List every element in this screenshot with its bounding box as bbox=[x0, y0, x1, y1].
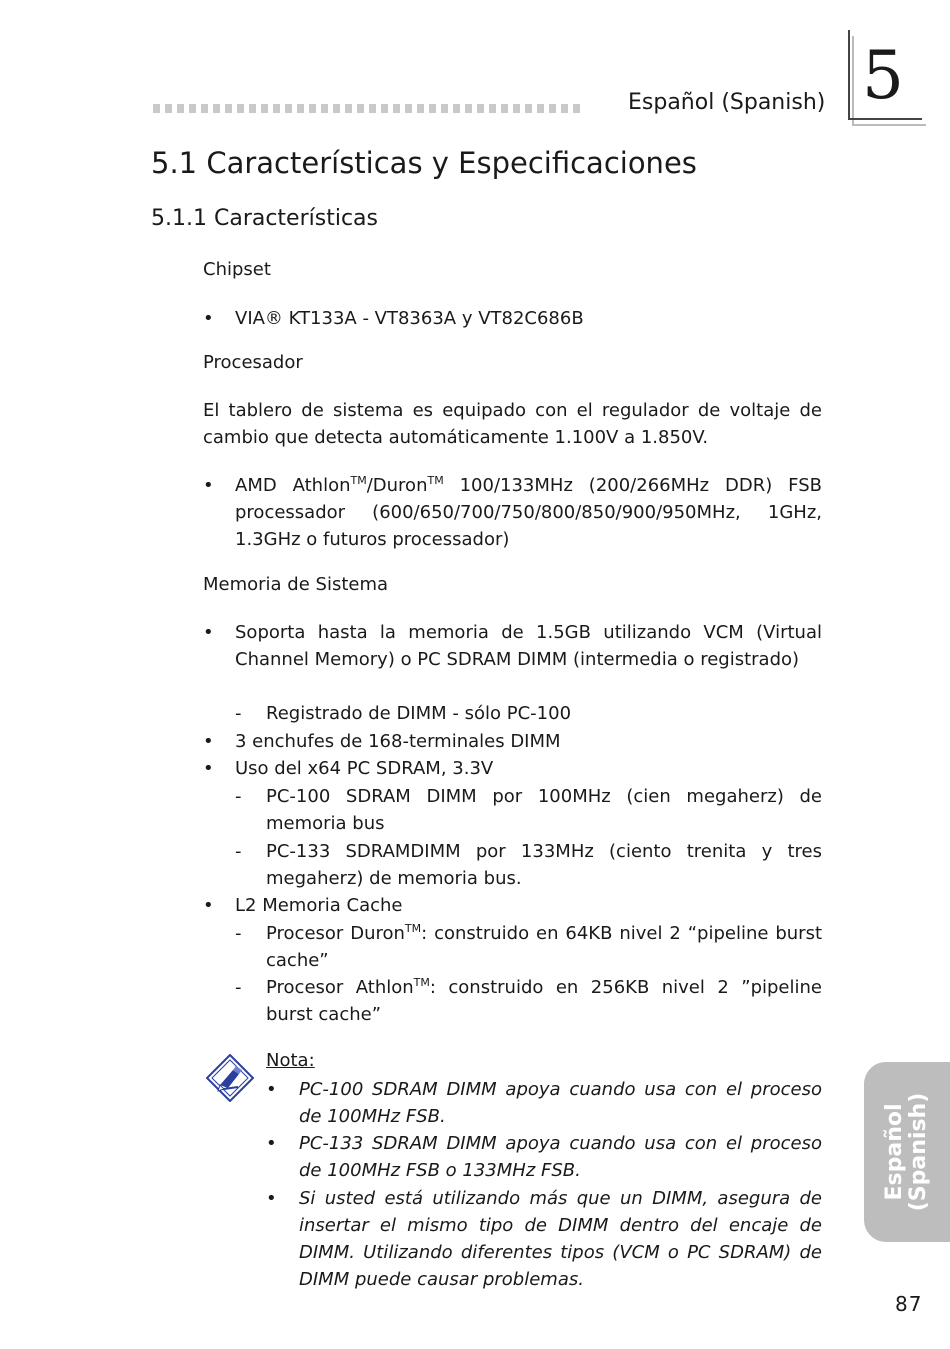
memory-item-2: • 3 enchufes de 168-terminales DIMM bbox=[203, 728, 822, 755]
language-side-tab bbox=[864, 1062, 950, 1242]
chapter-number: 5 bbox=[862, 37, 904, 114]
processor-paragraph: El tablero de sistema es equipado con el regulador de voltaje de cambio que detecta automáticamente 1.100V a 1.850V. bbox=[203, 400, 822, 448]
bullet: • bbox=[266, 1079, 277, 1100]
memory-item-4: • L2 Memoria Cache bbox=[203, 892, 822, 919]
memory-item-3-sub-1: - PC-100 SDRAM DIMM por 100MHz (cien megaherz) de memoria bus bbox=[235, 783, 822, 837]
chipset-item-text: VIA® KT133A - VT8363A y VT82C686B bbox=[235, 308, 584, 329]
section-title: 5.1 Características y Especificaciones bbox=[151, 146, 697, 180]
memory-item-4-sub-2: - Procesor Athlon™: construido en 256KB nivel 2 ”pipeline burst cache” bbox=[235, 976, 822, 1025]
note-item-2: • PC-133 SDRAM DIMM apoya cuando usa con el proceso de 100MHz FSB o 133MHz FSB. bbox=[266, 1130, 822, 1184]
memory-item-3: • Uso del x64 PC SDRAM, 3.3V bbox=[203, 755, 822, 782]
memory-item-1-sub: - Registrado de DIMM - sólo PC-100 bbox=[235, 700, 822, 727]
bullet: • bbox=[203, 308, 214, 329]
subsection-title: 5.1.1 Características bbox=[151, 206, 378, 231]
bullet: • bbox=[203, 622, 214, 643]
chipset-heading: Chipset bbox=[203, 259, 271, 280]
bullet: • bbox=[203, 731, 214, 752]
memory-heading: Memoria de Sistema bbox=[203, 574, 389, 595]
bullet: • bbox=[266, 1133, 277, 1154]
processor-item-text: AMD Athlon™/Duron™ 100/133MHz (200/266MHz DDR) FSB processador (600/650/700/750/800/850/900/950MHz, 1GHz, 1.3GHz o futuros processador) bbox=[235, 474, 822, 550]
memory-item-1: • Soporta hasta la memoria de 1.5GB utilizando VCM (Virtual Channel Memory) o PC SDRAM DIMM (intermedia o registrado) bbox=[203, 619, 822, 673]
processor-item bbox=[203, 472, 822, 553]
bullet: • bbox=[266, 1188, 277, 1209]
memory-item-4-sub-1: - Procesor Duron™: construido en 64KB nivel 2 “pipeline burst cache” bbox=[235, 922, 823, 971]
bullet: • bbox=[203, 895, 214, 916]
page-number: 87 bbox=[895, 1292, 923, 1316]
header-language: Español (Spanish) bbox=[628, 90, 826, 115]
note-title: Nota: bbox=[266, 1050, 315, 1071]
bullet: • bbox=[203, 758, 214, 779]
processor-heading: Procesador bbox=[203, 352, 303, 373]
side-tab-label: Español (Spanish) bbox=[882, 1092, 931, 1212]
dash: - bbox=[235, 786, 242, 807]
dash: - bbox=[235, 923, 242, 944]
bullet: • bbox=[203, 475, 214, 496]
dash: - bbox=[235, 703, 242, 724]
note-item-3: • Si usted está utilizando más que un DIMM, asegura de insertar el mismo tipo de DIMM dentro del encaje de DIMM. Utilizando diferentes tipos (VCM o PC SDRAM) de DIMM puede causar problemas. bbox=[266, 1185, 822, 1293]
dash: - bbox=[235, 977, 242, 998]
chipset-item bbox=[203, 305, 822, 332]
note-pencil-icon bbox=[206, 1054, 254, 1102]
memory-item-3-sub-2: - PC-133 SDRAMDIMM por 133MHz (ciento trenita y tres megaherz) de memoria bus. bbox=[235, 838, 822, 892]
note-item-1: • PC-100 SDRAM DIMM apoya cuando usa con el proceso de 100MHz FSB. bbox=[266, 1076, 822, 1130]
dash: - bbox=[235, 841, 242, 862]
header-dot-rule bbox=[153, 104, 615, 116]
